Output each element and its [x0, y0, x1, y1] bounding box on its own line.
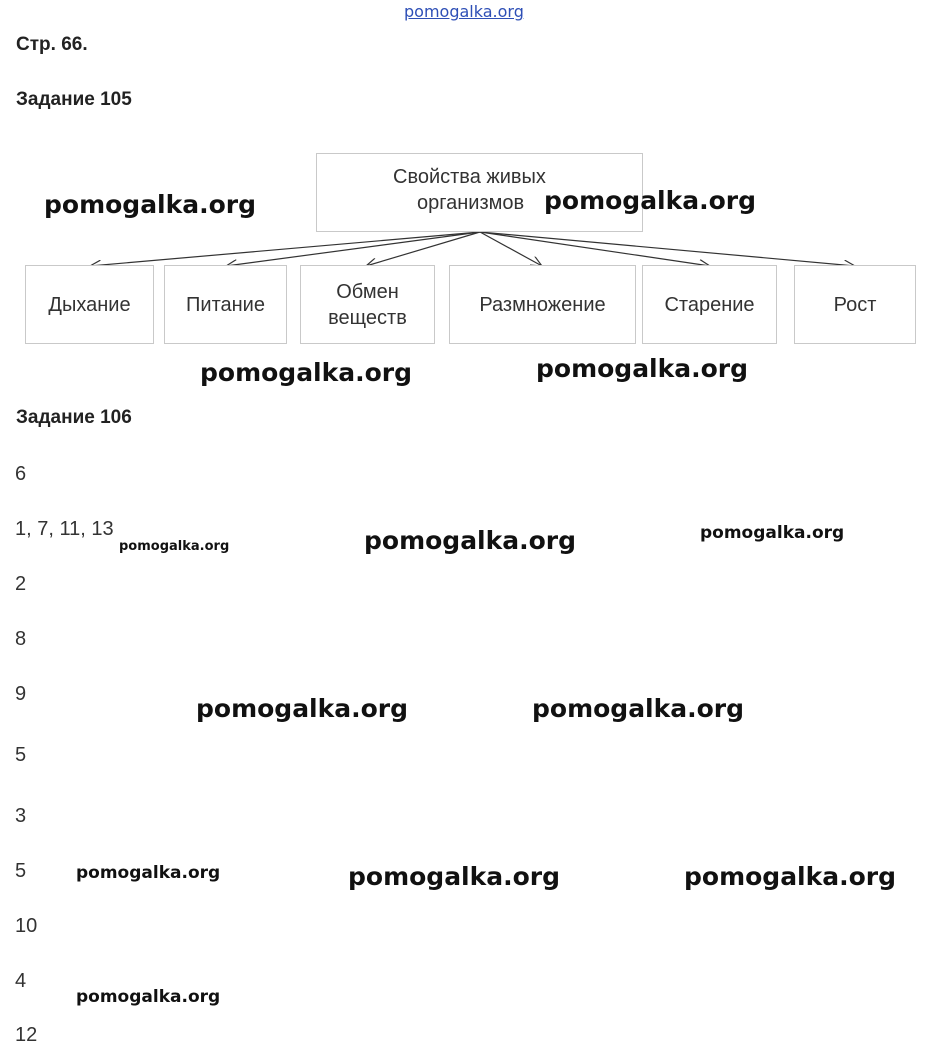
watermark: pomogalka.org [44, 190, 257, 219]
box-nutrition [164, 265, 287, 344]
answer-8: 5 [15, 860, 27, 882]
task-105-heading: Задание 105 [16, 89, 132, 110]
watermark: pomogalka.org [200, 358, 413, 387]
answer-7: 3 [15, 805, 27, 827]
watermark: pomogalka.org [532, 694, 745, 723]
watermark: pomogalka.org [76, 987, 221, 1007]
watermark: pomogalka.org [684, 862, 897, 891]
arrow-to-aging [480, 232, 710, 266]
top-watermark[interactable]: pomogalka.org [404, 2, 524, 21]
box-nutrition-label: Питание [186, 293, 265, 316]
arrow-to-growth [480, 232, 855, 266]
box-metabolism-line-2: веществ [328, 306, 407, 329]
watermark: pomogalka.org [76, 863, 221, 883]
watermark: pomogalka.org [348, 862, 561, 891]
box-reproduction [449, 265, 636, 344]
task-106-heading: Задание 106 [16, 407, 132, 428]
box-reproduction-label: Размножение [479, 293, 606, 316]
box-aging-label: Старение [664, 293, 755, 316]
page-reference: Стр. 66. [16, 34, 88, 55]
answer-2: 1, 7, 11, 13 [15, 518, 114, 540]
root-line-1: Свойства живых [393, 166, 546, 188]
box-growth [794, 265, 916, 344]
answer-3: 2 [15, 573, 27, 595]
watermark: pomogalka.org [364, 526, 577, 555]
answer-4: 8 [15, 628, 27, 650]
answer-11: 12 [15, 1024, 38, 1046]
root-line-2: организмов [417, 192, 525, 214]
box-aging [642, 265, 777, 344]
watermark: pomogalka.org [700, 523, 845, 543]
answer-6: 5 [15, 744, 27, 766]
arrow-to-reproduction [480, 232, 542, 266]
answer-9: 10 [15, 915, 38, 937]
box-metabolism-line-1: Обмен [336, 280, 399, 303]
box-breathing [25, 265, 154, 344]
answer-10: 4 [15, 970, 27, 992]
arrow-to-breathing [90, 232, 480, 266]
box-metabolism [300, 265, 435, 344]
answer-5: 9 [15, 683, 27, 705]
watermark: pomogalka.org [196, 694, 409, 723]
box-growth-label: Рост [833, 293, 877, 316]
answer-1: 6 [15, 463, 27, 485]
watermark: pomogalka.org [119, 539, 230, 554]
watermark: pomogalka.org [536, 354, 749, 383]
box-breathing-label: Дыхание [48, 293, 131, 316]
watermark: pomogalka.org [544, 186, 757, 215]
arrow-to-metabolism [366, 232, 480, 266]
arrow-to-nutrition [226, 232, 480, 266]
